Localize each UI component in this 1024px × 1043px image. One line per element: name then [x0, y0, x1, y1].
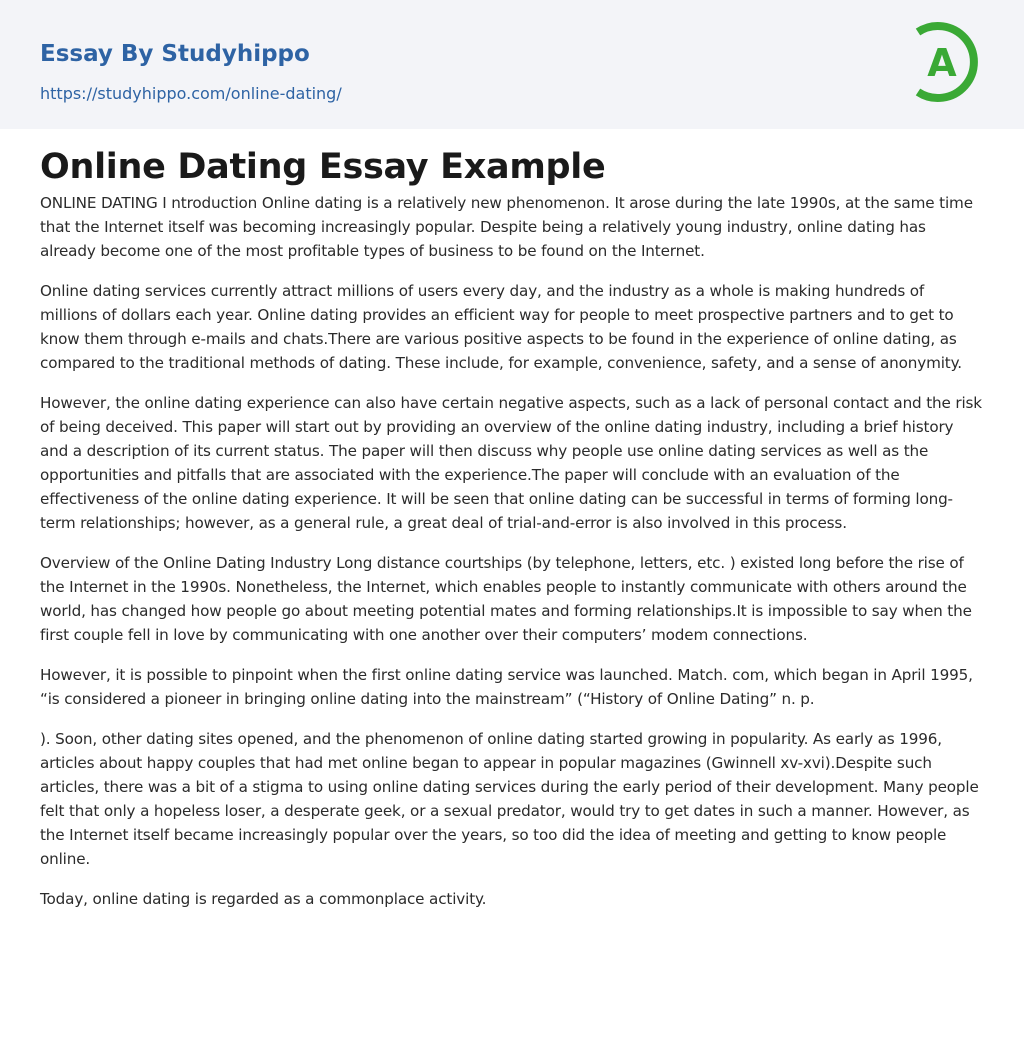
studyhippo-logo-icon[interactable] [900, 20, 984, 104]
essay-paragraph: ONLINE DATING I ntroduction Online dating is a relatively new phenomenon. It arose during the late 1990s, at the same time that the Internet itself was becoming increasingly popular. Despite being a relatively young industry, online dating has already become one of the most profitable types of business to be found on the Internet. [40, 194, 973, 260]
essay-paragraph: However, the online dating experience can also have certain negative aspects, such as a lack of personal contact and the risk of being deceived. This paper will start out by providing an overview of the online dating industry, including a brief history and a description of its current status. The paper will then discuss why people use online dating services as well as the opportunities and pitfalls that are associated with the experience.The paper will conclude with an evaluation of the effectiveness of the online dating experience. It will be seen that online dating can be successful in terms of forming long-term relationships; however, as a general rule, a great deal of trial-and-error is also involved in this process. [40, 394, 982, 532]
essay-paragraph: However, it is possible to pinpoint when the first online dating service was launched. Match. com, which began in April 1995, “is considered a pioneer in bringing online dating into the mainstream” (“History of Online Dating” n. p. [40, 666, 973, 708]
essay-paragraph: Online dating services currently attract millions of users every day, and the industry as a whole is making hundreds of millions of dollars each year. Online dating provides an efficient way for people to meet prospective partners and to get to know them through e-mails and chats.There are various positive aspects to be found in the experience of online dating, as compared to the traditional methods of dating. These include, for example, convenience, safety, and a sense of anonymity. [40, 282, 962, 372]
logo-letter: A [927, 41, 957, 85]
essay-paragraph: ). Soon, other dating sites opened, and the phenomenon of online dating started growing in popularity. As early as 1996, articles about happy couples that had met online began to appear in popular magazines (Gwinnell xv-xvi).Despite such articles, there was a bit of a stigma to using online dating services during the early period of their development. Many people felt that only a hopeless loser, a desperate geek, or a sexual predator, would try to get dates in such a manner. However, as the Internet itself became increasingly popular over the years, so too did the idea of meeting and getting to know people online. [40, 730, 979, 868]
essay-url-link[interactable]: https://studyhippo.com/online-dating/ [40, 84, 342, 103]
site-brand[interactable]: Essay By Studyhippo [40, 41, 310, 67]
essay-paragraph: Overview of the Online Dating Industry Long distance courtships (by telephone, letters, etc. ) existed long before the rise of the Internet in the 1990s. Nonetheless, the Internet, which enables people to instantly communicate with others around the world, has changed how people go about meeting potential mates and forming relationships.It is impossible to say when the first couple fell in love by communicating with one another over their computers’ modem connections. [40, 554, 972, 644]
essay-title: Online Dating Essay Example [40, 147, 606, 187]
essay-paragraph: Today, online dating is regarded as a commonplace activity. [40, 890, 487, 908]
site-header [0, 0, 1024, 129]
essay-content [0, 146, 1024, 911]
